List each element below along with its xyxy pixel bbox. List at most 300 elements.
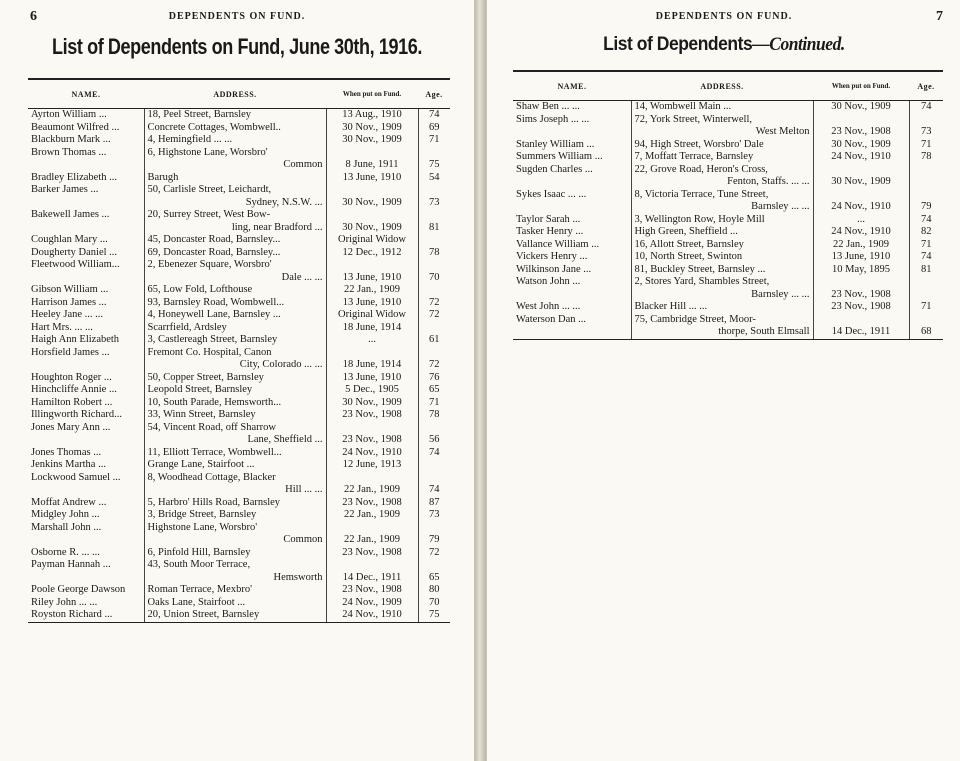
- dependent-age: 80: [418, 584, 450, 597]
- address-line: 10, North Street, Swinton: [634, 251, 743, 262]
- dependent-age: 65: [418, 559, 450, 584]
- dependent-address: [144, 234, 326, 247]
- dependent-name: Horsfield James ...: [31, 346, 110, 358]
- right-title-continued: —Continued.: [752, 34, 845, 55]
- dependent-name: Dougherty Daniel ...: [31, 246, 118, 258]
- right-title-main: List of Dependents: [603, 34, 753, 55]
- date-put-on-fund: 13 June, 1910: [326, 297, 418, 310]
- address-line: 54, Vincent Road, off Sharrow: [147, 421, 276, 433]
- dependent-age: 68: [909, 314, 943, 340]
- table-row: [28, 134, 450, 147]
- date-put-on-fund: 13 Aug., 1910: [326, 109, 418, 122]
- left-dependents-table: [28, 78, 450, 623]
- address-line: 18, Peel Street, Barnsley: [147, 109, 252, 120]
- table-row: [28, 584, 450, 597]
- date-put-on-fund: 5 Dec., 1905: [326, 384, 418, 397]
- dependent-age: [418, 322, 450, 335]
- table-row: [28, 172, 450, 185]
- dependent-age: 74: [418, 447, 450, 460]
- dependent-name: Blackburn Mark ...: [31, 134, 111, 145]
- address-line: 69, Doncaster Road, Barnsley...: [147, 246, 281, 258]
- table-row: [28, 347, 450, 372]
- dependent-address: [144, 134, 326, 147]
- dependent-age: [418, 234, 450, 247]
- address-line-continued: thorpe, South Elmsall: [718, 326, 810, 337]
- dependent-name: Ayrton William ...: [31, 109, 107, 120]
- dependent-address: [144, 147, 326, 172]
- dependent-address: [144, 409, 326, 422]
- table-row: [513, 301, 943, 314]
- date-put-on-fund: ...: [326, 334, 418, 347]
- table-row: [513, 214, 943, 227]
- date-put-on-fund: 22 Jan., 1909: [326, 472, 418, 497]
- dependent-age: 82: [909, 226, 943, 239]
- date-put-on-fund: 24 Nov., 1910: [326, 609, 418, 622]
- date-put-on-fund: 24 Nov., 1909: [326, 597, 418, 610]
- date-put-on-fund: 23 Nov., 1908: [813, 301, 909, 314]
- dependent-address: [144, 509, 326, 522]
- date-put-on-fund: 30 Nov., 1909: [326, 134, 418, 147]
- dependent-name: Barker James ...: [31, 184, 99, 195]
- address-line: Scarrfield, Ardsley: [147, 321, 227, 333]
- dependent-address: [144, 459, 326, 472]
- dependent-age: 61: [418, 334, 450, 347]
- table-row: [28, 334, 450, 347]
- date-put-on-fund: 30 Nov., 1909: [326, 184, 418, 209]
- table-row: [28, 297, 450, 310]
- address-line: 94, High Street, Worsbro' Dale: [634, 138, 764, 150]
- dependent-name: Hinchcliffe Annie ...: [31, 384, 117, 395]
- address-line: 72, York Street, Winterwell,: [634, 113, 752, 125]
- right-page-title: [506, 34, 942, 56]
- table-row: [513, 114, 943, 139]
- address-line: 75, Cambridge Street, Moor-: [634, 313, 756, 325]
- date-put-on-fund: 22 Jan., 1909: [326, 509, 418, 522]
- dependent-name: Gibson William ...: [31, 284, 109, 295]
- address-line-continued: City, Colorado ... ...: [239, 359, 323, 370]
- address-line: 2, Ebenezer Square, Worsbro': [147, 259, 272, 270]
- col-header-name: NAME.: [28, 79, 144, 109]
- table-row: [513, 101, 943, 114]
- address-line-continued: Fenton, Staffs. ... ...: [727, 176, 810, 187]
- table-row: [513, 164, 943, 189]
- table-row: [28, 609, 450, 622]
- dependent-name: Beaumont Wilfred ...: [31, 121, 120, 133]
- dependent-name: Sugden Charles ...: [516, 163, 593, 175]
- dependent-address: [144, 347, 326, 372]
- dependent-age: 75: [418, 609, 450, 622]
- date-put-on-fund: 23 Nov., 1908: [813, 276, 909, 301]
- dependent-name: Harrison James ...: [31, 296, 107, 308]
- address-line: 22, Grove Road, Heron's Cross,: [634, 163, 768, 175]
- date-put-on-fund: 30 Nov., 1909: [326, 397, 418, 410]
- dependent-address: [144, 247, 326, 260]
- dependent-address: [144, 584, 326, 597]
- dependent-age: 74: [418, 109, 450, 122]
- date-put-on-fund: 22 Jan., 1909: [326, 522, 418, 547]
- date-put-on-fund: 18 June, 1914: [326, 322, 418, 335]
- dependent-age: 74: [909, 101, 943, 114]
- dependent-address: [144, 259, 326, 284]
- dependent-name: Sykes Isaac ... ...: [516, 188, 587, 200]
- dependent-address: [144, 559, 326, 584]
- date-put-on-fund: 23 Nov., 1908: [326, 422, 418, 447]
- address-line: 4, Hemingfield ... ...: [147, 134, 233, 145]
- date-put-on-fund: 13 June, 1910: [326, 259, 418, 284]
- dependent-address: [631, 251, 813, 264]
- dependent-age: 78: [418, 409, 450, 422]
- dependent-address: [144, 209, 326, 234]
- address-line: 4, Honeywell Lane, Barnsley ...: [147, 309, 281, 320]
- left-page-title: List of Dependents on Fund, June 30th, 1916.: [52, 34, 422, 59]
- dependent-address: [144, 472, 326, 497]
- address-line-continued: Dale ... ...: [281, 271, 323, 283]
- address-line: 8, Victoria Terrace, Tune Street,: [634, 188, 769, 200]
- table-row: [28, 147, 450, 172]
- date-put-on-fund: 12 June, 1913: [326, 459, 418, 472]
- dependent-address: [144, 384, 326, 397]
- dependent-age: 79: [909, 189, 943, 214]
- table-row: [28, 547, 450, 560]
- date-put-on-fund: 22 Jan., 1909: [813, 239, 909, 252]
- date-put-on-fund: ...: [813, 214, 909, 227]
- table-row: [28, 409, 450, 422]
- address-line-continued: West Melton: [755, 126, 810, 137]
- address-line: 45, Doncaster Road, Barnsley...: [147, 234, 281, 245]
- dependent-name: Bradley Elizabeth ...: [31, 171, 118, 183]
- dependent-name: Fleetwood William...: [31, 259, 120, 270]
- dependent-name: Hart Mrs. ... ...: [31, 321, 93, 333]
- address-line: 50, Copper Street, Barnsley: [147, 371, 264, 383]
- dependent-name: Jenkins Martha ...: [31, 459, 106, 470]
- dependent-age: 65: [418, 384, 450, 397]
- dependent-address: [144, 609, 326, 622]
- table-row: [28, 472, 450, 497]
- address-line: 3, Castlereagh Street, Barnsley: [147, 334, 278, 345]
- dependent-name: Waterson Dan ...: [513, 314, 631, 340]
- table-row: [513, 239, 943, 252]
- date-put-on-fund: 13 June, 1910: [813, 251, 909, 264]
- table-row: [513, 139, 943, 152]
- address-line: 7, Moffatt Terrace, Barnsley: [634, 151, 754, 162]
- dependent-age: 71: [909, 239, 943, 252]
- dependent-address: [631, 101, 813, 114]
- date-put-on-fund: 13 June, 1910: [326, 372, 418, 385]
- address-line-continued: Common: [283, 159, 323, 170]
- dependent-age: 73: [909, 114, 943, 139]
- date-put-on-fund: Original Widow: [326, 234, 418, 247]
- address-line: 93, Barnsley Road, Wombwell...: [147, 296, 285, 308]
- date-put-on-fund: 30 Nov., 1909: [813, 139, 909, 152]
- dependent-address: [631, 164, 813, 189]
- dependent-name: West John ... ...: [516, 301, 581, 312]
- right-page: [486, 0, 960, 761]
- dependent-address: [631, 314, 813, 340]
- dependent-address: [144, 422, 326, 447]
- table-row: [28, 309, 450, 322]
- dependent-name: Shaw Ben ... ...: [516, 101, 580, 112]
- right-dependents-table: [513, 70, 943, 340]
- address-line: Barugh: [147, 171, 179, 183]
- dependent-age: 72: [418, 297, 450, 310]
- dependent-age: 76: [418, 372, 450, 385]
- dependent-address: [631, 276, 813, 301]
- address-line: Leopold Street, Barnsley: [147, 384, 253, 395]
- date-put-on-fund: 23 Nov., 1908: [813, 114, 909, 139]
- table-row: [513, 151, 943, 164]
- col-header-age: Age.: [909, 71, 943, 101]
- left-running-head-text: DEPENDENTS ON FUND.: [168, 11, 306, 22]
- address-line: 2, Stores Yard, Shambles Street,: [634, 276, 770, 287]
- dependent-age: [909, 164, 943, 189]
- dependent-address: [631, 301, 813, 314]
- dependent-address: [144, 184, 326, 209]
- dependent-address: [631, 114, 813, 139]
- dependent-age: 74: [418, 472, 450, 497]
- address-line: Grange Lane, Stairfoot ...: [147, 459, 255, 470]
- address-line: Oaks Lane, Stairfoot ...: [147, 596, 246, 608]
- dependent-age: 73: [418, 509, 450, 522]
- left-page: [0, 0, 475, 761]
- date-put-on-fund: 23 Nov., 1908: [326, 497, 418, 510]
- dependent-age: 79: [418, 522, 450, 547]
- dependent-address: [144, 522, 326, 547]
- date-put-on-fund: 8 June, 1911: [326, 147, 418, 172]
- date-put-on-fund: 14 Dec., 1911: [326, 559, 418, 584]
- dependent-name: Payman Hannah ...: [31, 559, 111, 570]
- address-line: Concrete Cottages, Wombwell..: [147, 121, 281, 133]
- dependent-address: [144, 547, 326, 560]
- page-gutter: [474, 0, 486, 761]
- dependent-age: 70: [418, 597, 450, 610]
- table-row: [28, 397, 450, 410]
- dependent-age: 71: [909, 301, 943, 314]
- col-header-name: NAME.: [513, 71, 631, 101]
- date-put-on-fund: 10 May, 1895: [813, 264, 909, 277]
- address-line: 5, Harbro' Hills Road, Barnsley: [147, 496, 281, 508]
- dependent-name: Brown Thomas ...: [31, 146, 107, 158]
- dependent-age: 71: [418, 397, 450, 410]
- table-row: [28, 259, 450, 284]
- table-row: [513, 314, 943, 340]
- dependent-address: [631, 151, 813, 164]
- col-header-when: When put on Fund.: [326, 79, 418, 109]
- dependent-name: Poole George Dawson: [31, 584, 126, 595]
- address-line: 20, Union Street, Barnsley: [147, 609, 260, 620]
- dependent-age: 71: [909, 139, 943, 152]
- dependent-age: [909, 276, 943, 301]
- right-running-head-text: DEPENDENTS ON FUND.: [655, 11, 793, 22]
- dependent-age: 78: [909, 151, 943, 164]
- address-line: Blacker Hill ... ...: [634, 301, 708, 312]
- date-put-on-fund: 24 Nov., 1910: [813, 151, 909, 164]
- left-table-header: [28, 79, 450, 109]
- table-row: [28, 184, 450, 209]
- address-line: Fremont Co. Hospital, Canon: [147, 346, 272, 358]
- address-line-continued: Barnsley ... ...: [751, 288, 810, 300]
- date-put-on-fund: 23 Nov., 1908: [326, 584, 418, 597]
- dependent-age: 74: [909, 214, 943, 227]
- address-line: 50, Carlisle Street, Leichardt,: [147, 184, 272, 195]
- right-table-header: [513, 71, 943, 101]
- dependent-age: 54: [418, 172, 450, 185]
- dependent-address: [144, 172, 326, 185]
- dependent-age: 81: [909, 264, 943, 277]
- left-running-head: [0, 11, 474, 27]
- table-row: [28, 247, 450, 260]
- dependent-age: [418, 459, 450, 472]
- dependent-age: 78: [418, 247, 450, 260]
- dependent-age: 74: [909, 251, 943, 264]
- dependent-age: 72: [418, 547, 450, 560]
- dependent-address: [631, 189, 813, 214]
- address-line: 8, Woodhead Cottage, Blacker: [147, 471, 276, 483]
- date-put-on-fund: 23 Nov., 1908: [326, 547, 418, 560]
- dependent-age: 75: [418, 147, 450, 172]
- date-put-on-fund: Original Widow: [326, 309, 418, 322]
- dependent-age: 71: [418, 134, 450, 147]
- address-line: 14, Wombwell Main ...: [634, 101, 732, 112]
- dependent-address: [144, 122, 326, 135]
- address-line-continued: Lane, Sheffield ...: [247, 434, 323, 445]
- dependent-name: Midgley John ...: [31, 509, 100, 520]
- dependent-address: [144, 297, 326, 310]
- dependent-name: Jones Thomas ...: [31, 446, 102, 458]
- dependent-age: 56: [418, 422, 450, 447]
- dependent-name: Coughlan Mary ...: [31, 234, 108, 245]
- table-row: [28, 122, 450, 135]
- dependent-name: Lockwood Samuel ...: [31, 471, 121, 483]
- table-row: [28, 322, 450, 335]
- date-put-on-fund: 24 Nov., 1910: [813, 226, 909, 239]
- date-put-on-fund: 13 June, 1910: [326, 172, 418, 185]
- dependent-address: [144, 397, 326, 410]
- date-put-on-fund: 14 Dec., 1911: [813, 314, 909, 340]
- dependent-address: [631, 214, 813, 227]
- dependent-name: Sims Joseph ... ...: [516, 113, 590, 125]
- dependent-age: 81: [418, 209, 450, 234]
- dependent-address: [631, 226, 813, 239]
- table-row: [28, 559, 450, 584]
- left-page-number: 6: [30, 9, 37, 24]
- date-put-on-fund: 30 Nov., 1909: [326, 209, 418, 234]
- dependent-age: 73: [418, 184, 450, 209]
- col-header-when: When put on Fund.: [813, 71, 909, 101]
- address-line: 6, Highstone Lane, Worsbro': [147, 146, 268, 158]
- table-row: [28, 284, 450, 297]
- date-put-on-fund: 30 Nov., 1909: [326, 122, 418, 135]
- date-put-on-fund: 12 Dec., 1912: [326, 247, 418, 260]
- dependent-age: 69: [418, 122, 450, 135]
- dependent-address: [144, 322, 326, 335]
- address-line-continued: Sydney, N.S.W. ...: [245, 196, 323, 208]
- dependent-name: Vickers Henry ...: [516, 251, 588, 262]
- col-header-address: ADDRESS.: [631, 71, 813, 101]
- dependent-address: [144, 372, 326, 385]
- table-row: [28, 384, 450, 397]
- address-line: 16, Allott Street, Barnsley: [634, 238, 744, 250]
- table-row: [513, 226, 943, 239]
- dependent-name: Royston Richard ...: [28, 609, 144, 622]
- right-running-head: [487, 11, 960, 27]
- dependent-name: Haigh Ann Elizabeth: [31, 334, 120, 345]
- address-line: High Green, Sheffield ...: [634, 226, 738, 237]
- address-line: 20, Surrey Street, West Bow-: [147, 209, 271, 220]
- table-row: [28, 234, 450, 247]
- dependent-name: Houghton Roger ...: [31, 371, 112, 383]
- table-row: [513, 189, 943, 214]
- address-line-continued: Common: [283, 534, 323, 545]
- col-header-age: Age.: [418, 79, 450, 109]
- dependent-name: Taylor Sarah ...: [516, 213, 581, 225]
- dependent-name: Summers William ...: [516, 151, 603, 162]
- table-row: [513, 264, 943, 277]
- dependent-address: [144, 284, 326, 297]
- date-put-on-fund: 24 Nov., 1910: [326, 447, 418, 460]
- dependent-name: Jones Mary Ann ...: [31, 421, 111, 433]
- dependent-name: Vallance William ...: [516, 238, 600, 250]
- table-row: [28, 497, 450, 510]
- address-line: 81, Buckley Street, Barnsley ...: [634, 263, 766, 275]
- table-row: [28, 597, 450, 610]
- table-row: [28, 109, 450, 122]
- dependent-age: 72: [418, 347, 450, 372]
- address-line: Roman Terrace, Mexbro': [147, 584, 252, 595]
- date-put-on-fund: 24 Nov., 1910: [813, 189, 909, 214]
- dependent-name: Moffat Andrew ...: [31, 496, 107, 508]
- dependent-address: [144, 447, 326, 460]
- dependent-name: Watson John ...: [516, 276, 581, 287]
- col-header-address: ADDRESS.: [144, 79, 326, 109]
- table-row: [28, 422, 450, 447]
- address-line: 33, Winn Street, Barnsley: [147, 409, 256, 420]
- address-line: 10, South Parade, Hemsworth...: [147, 396, 282, 408]
- address-line-continued: Hill ... ...: [285, 484, 323, 495]
- dependent-name: Hamilton Robert ...: [31, 396, 113, 408]
- address-line: 43, South Moor Terrace,: [147, 559, 251, 570]
- date-put-on-fund: 18 June, 1914: [326, 347, 418, 372]
- dependent-name: Bakewell James ...: [31, 209, 110, 220]
- dependent-name: Riley John ... ...: [31, 596, 98, 608]
- right-page-number: 7: [936, 9, 943, 24]
- table-row: [513, 251, 943, 264]
- table-row: [28, 372, 450, 385]
- address-line-continued: ling, near Bradford ...: [231, 221, 323, 233]
- address-line: 65, Low Fold, Lofthouse: [147, 284, 253, 295]
- dependent-address: [631, 264, 813, 277]
- address-line-continued: Hemsworth: [273, 571, 323, 583]
- date-put-on-fund: 30 Nov., 1909: [813, 164, 909, 189]
- dependent-age: 87: [418, 497, 450, 510]
- address-line: 3, Wellington Row, Hoyle Mill: [634, 213, 765, 225]
- dependent-address: [144, 497, 326, 510]
- dependent-age: 70: [418, 259, 450, 284]
- dependent-name: Wilkinson Jane ...: [516, 263, 592, 275]
- date-put-on-fund: 23 Nov., 1908: [326, 409, 418, 422]
- table-row: [513, 276, 943, 301]
- dependent-age: 72: [418, 309, 450, 322]
- dependent-address: [631, 239, 813, 252]
- table-row: [28, 447, 450, 460]
- dependent-address: [631, 139, 813, 152]
- dependent-name: Osborne R. ... ...: [31, 546, 100, 558]
- table-row: [28, 522, 450, 547]
- table-row: [28, 209, 450, 234]
- dependent-name: Stanley William ...: [516, 138, 595, 150]
- dependent-address: [144, 597, 326, 610]
- table-row: [28, 509, 450, 522]
- address-line: 11, Elliott Terrace, Wombwell...: [147, 446, 282, 458]
